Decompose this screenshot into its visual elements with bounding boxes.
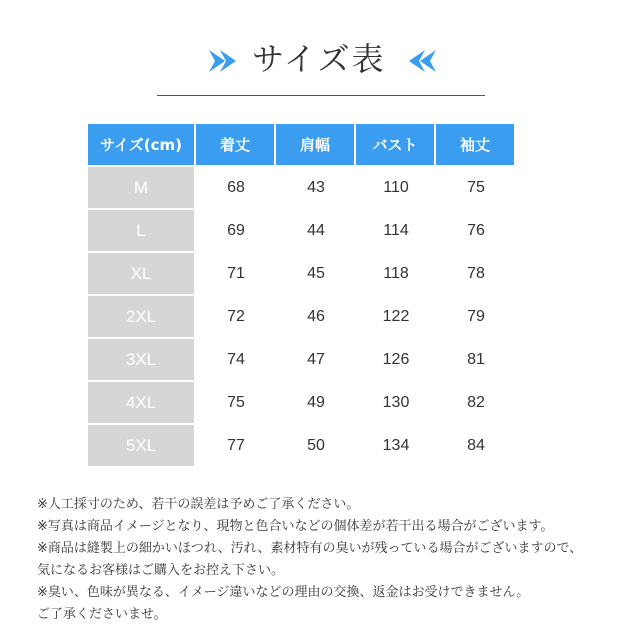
arrow-right-icon (206, 44, 240, 78)
table-header-row (88, 124, 516, 165)
table-row (88, 294, 516, 337)
arrow-left-icon (405, 44, 439, 78)
table-row (88, 423, 516, 466)
bust-value: 130 (356, 380, 436, 423)
header-sleeve: 袖丈 (436, 124, 516, 165)
shoulder-value: 50 (276, 423, 356, 466)
title-banner (0, 36, 640, 84)
size-label: M (88, 165, 196, 208)
table-row (88, 380, 516, 423)
note-line: ※商品は縫製上の細かいほつれ、汚れ、素材特有の臭いが残っている場合がございますので、 (37, 541, 583, 556)
shoulder-value: 45 (276, 251, 356, 294)
length-value: 77 (196, 423, 276, 466)
bust-value: 114 (356, 208, 436, 251)
shoulder-value: 47 (276, 337, 356, 380)
bust-value: 134 (356, 423, 436, 466)
size-label: 2XL (88, 294, 196, 337)
table-row (88, 251, 516, 294)
title-divider (157, 95, 485, 96)
size-label: XL (88, 251, 196, 294)
bust-value: 118 (356, 251, 436, 294)
bust-value: 122 (356, 294, 436, 337)
note-line: ※人工採寸のため、若干の誤差は予めご了承ください。 (37, 497, 360, 512)
header-bust: バスト (356, 124, 436, 165)
length-value: 75 (196, 380, 276, 423)
size-table (88, 124, 516, 466)
sleeve-value: 81 (436, 337, 516, 380)
note-line: ご了承くださいませ。 (37, 607, 167, 622)
note-line: ※写真は商品イメージとなり、現物と色合いなどの個体差が若干出る場合がございます。 (37, 519, 554, 534)
sleeve-value: 82 (436, 380, 516, 423)
size-label: 4XL (88, 380, 196, 423)
shoulder-value: 44 (276, 208, 356, 251)
length-value: 72 (196, 294, 276, 337)
table-row (88, 165, 516, 208)
header-size: サイズ(cm) (88, 124, 196, 165)
sleeve-value: 76 (436, 208, 516, 251)
length-value: 74 (196, 337, 276, 380)
sleeve-value: 79 (436, 294, 516, 337)
sleeve-value: 84 (436, 423, 516, 466)
shoulder-value: 46 (276, 294, 356, 337)
length-value: 71 (196, 251, 276, 294)
bust-value: 126 (356, 337, 436, 380)
note-line: ※臭い、色味が異なる、イメージ違いなどの理由の交換、返金はお受けできません。 (37, 585, 530, 600)
bust-value: 110 (356, 165, 436, 208)
size-label: L (88, 208, 196, 251)
sleeve-value: 75 (436, 165, 516, 208)
length-value: 68 (196, 165, 276, 208)
table-row (88, 337, 516, 380)
size-label: 5XL (88, 423, 196, 466)
table-row (88, 208, 516, 251)
length-value: 69 (196, 208, 276, 251)
notes-section (37, 494, 627, 626)
header-length: 着丈 (196, 124, 276, 165)
page-title: サイズ表 (252, 40, 386, 78)
size-label: 3XL (88, 337, 196, 380)
shoulder-value: 49 (276, 380, 356, 423)
note-line: 気になるお客様はご購入をお控え下さい。 (37, 563, 285, 578)
sleeve-value: 78 (436, 251, 516, 294)
header-shoulder: 肩幅 (276, 124, 356, 165)
shoulder-value: 43 (276, 165, 356, 208)
